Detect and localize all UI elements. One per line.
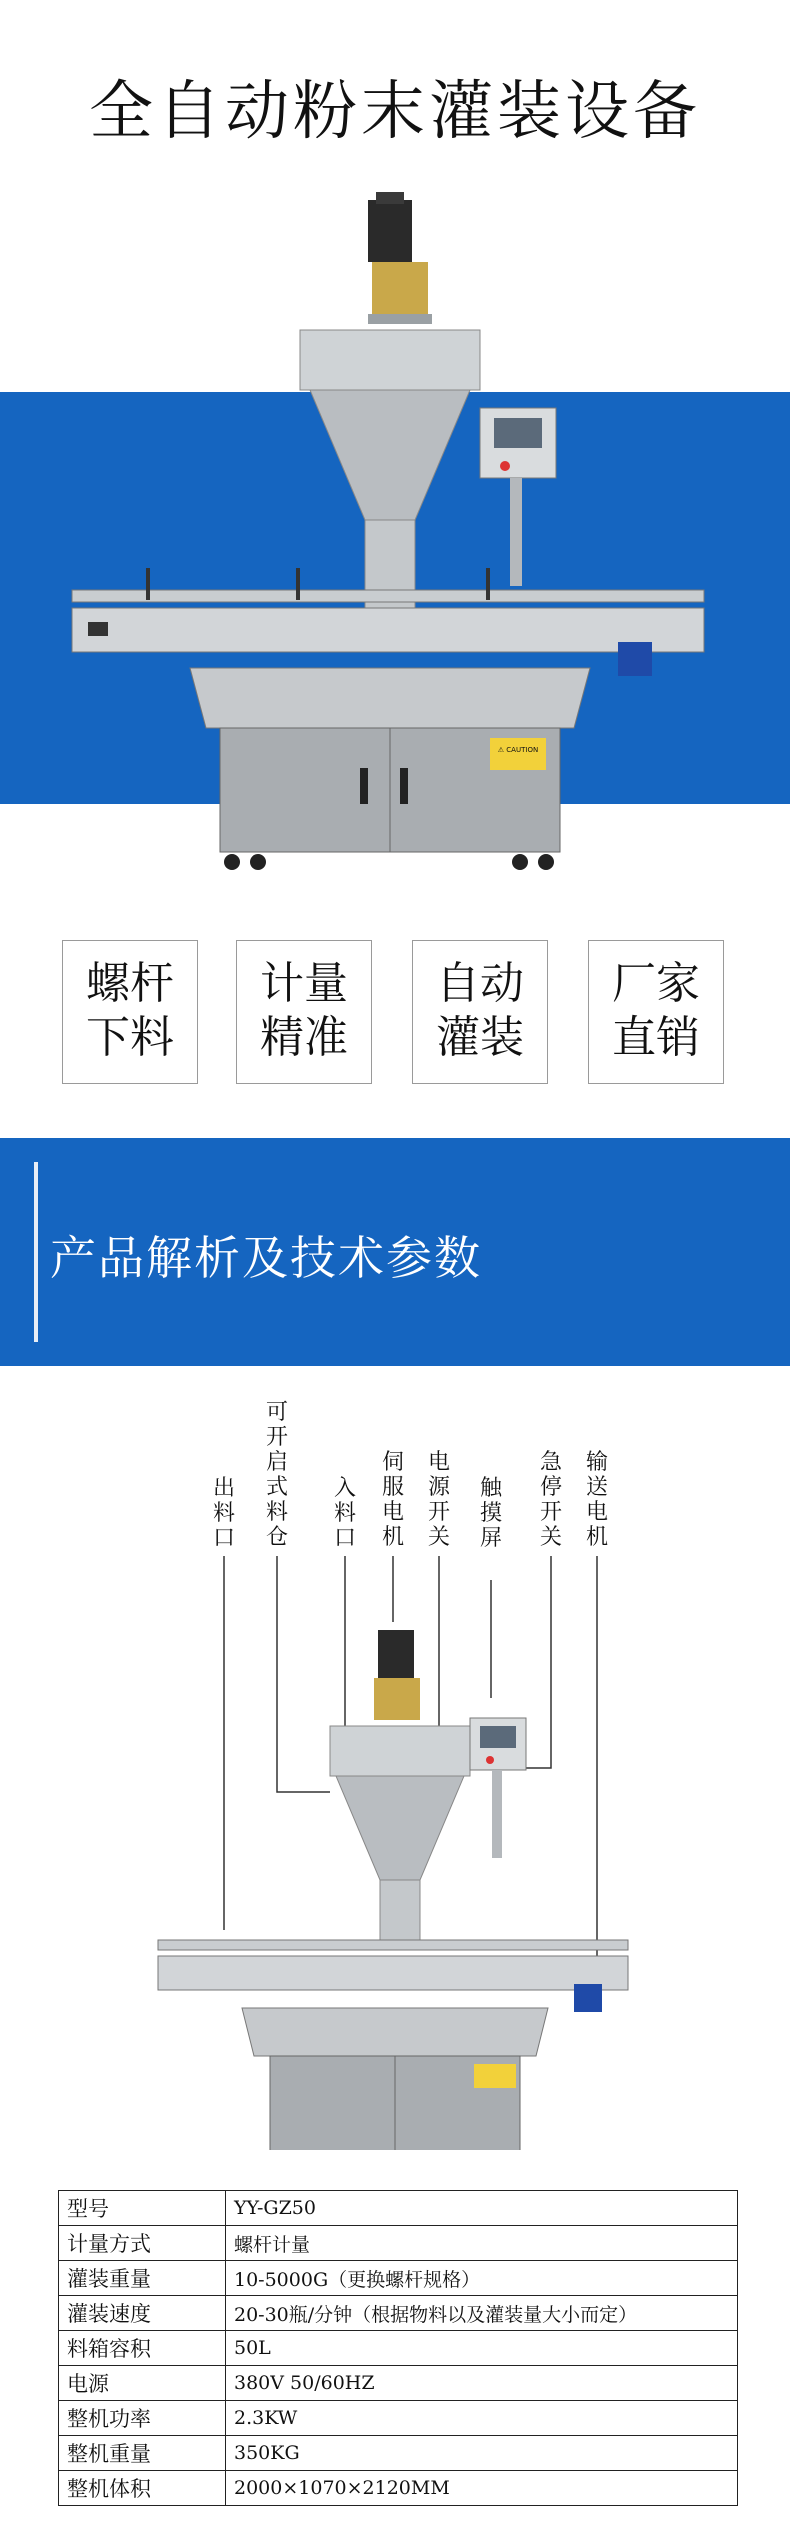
table-row [59, 2366, 738, 2401]
feature-line2: 直销 [612, 1012, 700, 1063]
feature-line2: 下料 [86, 1012, 174, 1063]
callout-emergency-stop: 急停开关 [539, 1450, 562, 1550]
feature-box [588, 940, 724, 1084]
spec-value: 10-5000G（更换螺杆规格） [226, 2261, 738, 2296]
banner-accent-bar [34, 1162, 38, 1342]
spec-key: 计量方式 [59, 2226, 226, 2261]
feature-line1: 计量 [260, 958, 348, 1009]
table-row [59, 2471, 738, 2506]
table-row [59, 2261, 738, 2296]
hero-machine-image [0, 190, 790, 890]
spec-key: 整机体积 [59, 2471, 226, 2506]
spec-value: YY-GZ50 [226, 2191, 738, 2226]
section-title: 产品解析及技术参数 [50, 1231, 482, 1285]
feature-boxes [62, 940, 728, 1086]
table-row [59, 2331, 738, 2366]
feature-box [236, 940, 372, 1084]
spec-key: 电源 [59, 2366, 226, 2401]
callout-hopper: 可开启式料仓 [265, 1400, 288, 1550]
spec-key: 型号 [59, 2191, 226, 2226]
table-row [59, 2436, 738, 2471]
spec-value: 350KG [226, 2436, 738, 2471]
table-row [59, 2401, 738, 2436]
spec-value: 20-30瓶/分钟（根据物料以及灌装量大小而定） [226, 2296, 738, 2331]
callout-inlet: 入料口 [333, 1476, 356, 1551]
feature-line1: 螺杆 [86, 958, 174, 1009]
spec-key: 整机功率 [59, 2401, 226, 2436]
spec-key: 灌装重量 [59, 2261, 226, 2296]
spec-key: 料箱容积 [59, 2331, 226, 2366]
spec-value: 50L [226, 2331, 738, 2366]
spec-value: 2000×1070×2120MM [226, 2471, 738, 2506]
specs-table [58, 2190, 738, 2506]
callout-conveyor-motor: 输送电机 [585, 1450, 608, 1550]
spec-key: 灌装速度 [59, 2296, 226, 2331]
spec-key: 整机重量 [59, 2436, 226, 2471]
table-row [59, 2296, 738, 2331]
feature-box [62, 940, 198, 1084]
diagram-machine [0, 1400, 790, 2150]
callout-servo-motor: 伺服电机 [381, 1450, 404, 1550]
page-title: 全自动粉末灌装设备 [89, 75, 701, 149]
spec-value: 螺杆计量 [226, 2226, 738, 2261]
feature-line1: 自动 [436, 958, 524, 1009]
table-row [59, 2226, 738, 2261]
spec-value: 380V 50/60HZ [226, 2366, 738, 2401]
annotated-diagram [0, 1400, 790, 2150]
callout-touchscreen: 触摸屏 [479, 1476, 502, 1551]
section-banner [0, 1138, 790, 1366]
caution-sticker-text: ⚠ CAUTION [497, 746, 539, 754]
feature-box [412, 940, 548, 1084]
spec-value: 2.3KW [226, 2401, 738, 2436]
callout-power-switch: 电源开关 [427, 1450, 450, 1550]
feature-line1: 厂家 [612, 958, 700, 1009]
feature-line2: 灌装 [436, 1012, 524, 1063]
table-row [59, 2191, 738, 2226]
feature-line2: 精准 [260, 1012, 348, 1063]
callout-outlet: 出料口 [212, 1476, 235, 1551]
